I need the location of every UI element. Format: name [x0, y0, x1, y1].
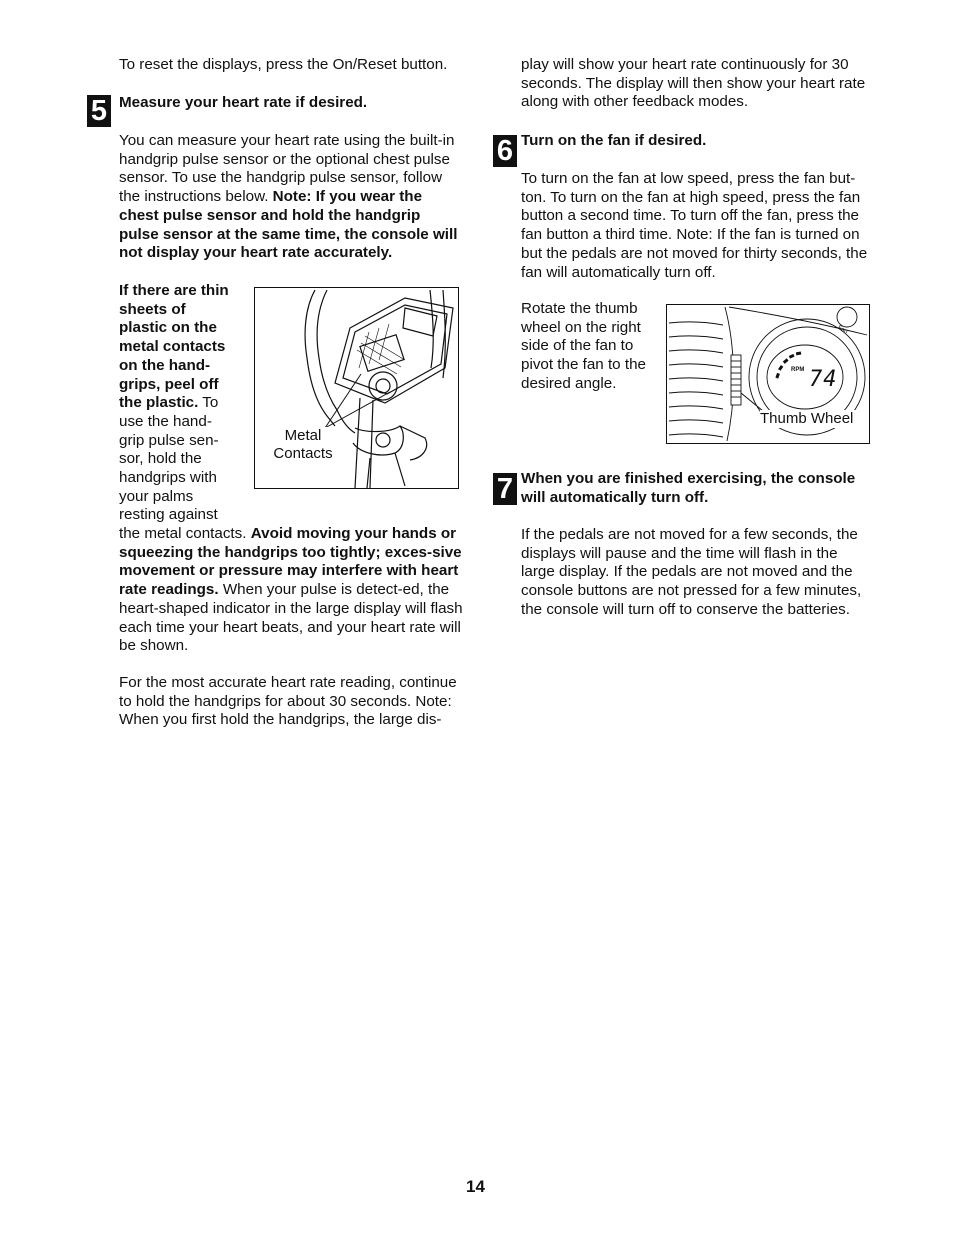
metal-contacts-label-line2: Contacts — [273, 444, 333, 462]
metal-contacts-label — [267, 427, 339, 462]
step-5-para1-note: Note: If you wear the chest pulse sensor and hold the handgrip pulse sensor at the same time, the console will not display your heart rate accurately. — [119, 188, 458, 262]
step-5-badge: 5 — [87, 95, 111, 127]
thumb-wheel-instruction: Rotate the thumb wheel on the right side of the fan to pivot the fan to the desired angle. — [521, 300, 646, 392]
rpm-unit-label: RPM — [791, 367, 805, 373]
step-6-paragraph-1: To turn on the fan at low speed, press the fan but-ton. To turn on the fan at high speed, press the fan button a second time. To turn off the fan, press the fan button a third time. Note: If the fan is turned on but the pedals are not moved for thirty seconds, the fan will automatically turn off. — [521, 170, 868, 281]
step-6-heading: Turn on the fan if desired. — [521, 132, 707, 149]
reset-instruction: To reset the displays, press the On/Reset button. — [119, 56, 448, 73]
thumb-wheel-label: Thumb Wheel — [760, 410, 866, 428]
fan-button-label: Fan — [836, 324, 849, 336]
pulse-detected-text: When your pulse is detect-ed, the heart-shaped indicator in the large display will flash each time your heart beats, and your heart rate will be shown. — [119, 581, 463, 655]
rpm-display-value: 74 — [809, 367, 838, 392]
step-7-paragraph-1: If the pedals are not moved for a few seconds, the displays will pause and the time will flash in the large display. If the pedals are not moved and the console buttons are not pressed for a few minutes, the console will turn off to conserve the batteries. — [521, 526, 862, 618]
page-number: 14 — [466, 1177, 485, 1196]
avoid-moving-warning: Avoid moving your hands or squeezing the handgrips too tightly; exces-sive movement or pressure may interfere with heart rate readings. — [119, 525, 462, 599]
heart-rate-continued: play will show your heart rate continuously for 30 seconds. The display will then show your heart rate along with other feedback modes. — [521, 56, 866, 111]
peel-plastic-note: If there are thin sheets of plastic on the metal contacts on the hand-grips, peel off the plastic. — [119, 282, 229, 412]
step-5-narrow-paragraph — [119, 282, 235, 525]
step-5-para1-plain: You can measure your heart rate using the built-in handgrip pulse sensor or the optional chest pulse sensor. To use the handgrip pulse sensor, follow the instructions below. — [119, 132, 455, 206]
step-5-continued-paragraph — [119, 525, 465, 656]
handgrip-instruction: To use the hand-grip pulse sen-sor, hold the handgrips with your palms resting against — [119, 394, 219, 524]
step-5-heading: Measure your heart rate if desired. — [119, 94, 368, 111]
step-7-heading: When you are finished exercising, the console will automatically turn off. — [521, 470, 856, 506]
metal-contacts-text: the metal contacts. — [119, 525, 247, 542]
handgrip-figure — [254, 287, 459, 489]
step-7-badge: 7 — [493, 473, 517, 505]
metal-contacts-label-line1: Metal — [284, 427, 322, 444]
step-5-paragraph-1 — [119, 132, 464, 263]
thumb-wheel-figure — [666, 304, 870, 444]
step-5-paragraph-3: For the most accurate heart rate reading, continue to hold the handgrips for about 30 seconds. Note: When you first hold the handgrips, the large dis- — [119, 674, 457, 729]
step-6-badge: 6 — [493, 135, 517, 167]
